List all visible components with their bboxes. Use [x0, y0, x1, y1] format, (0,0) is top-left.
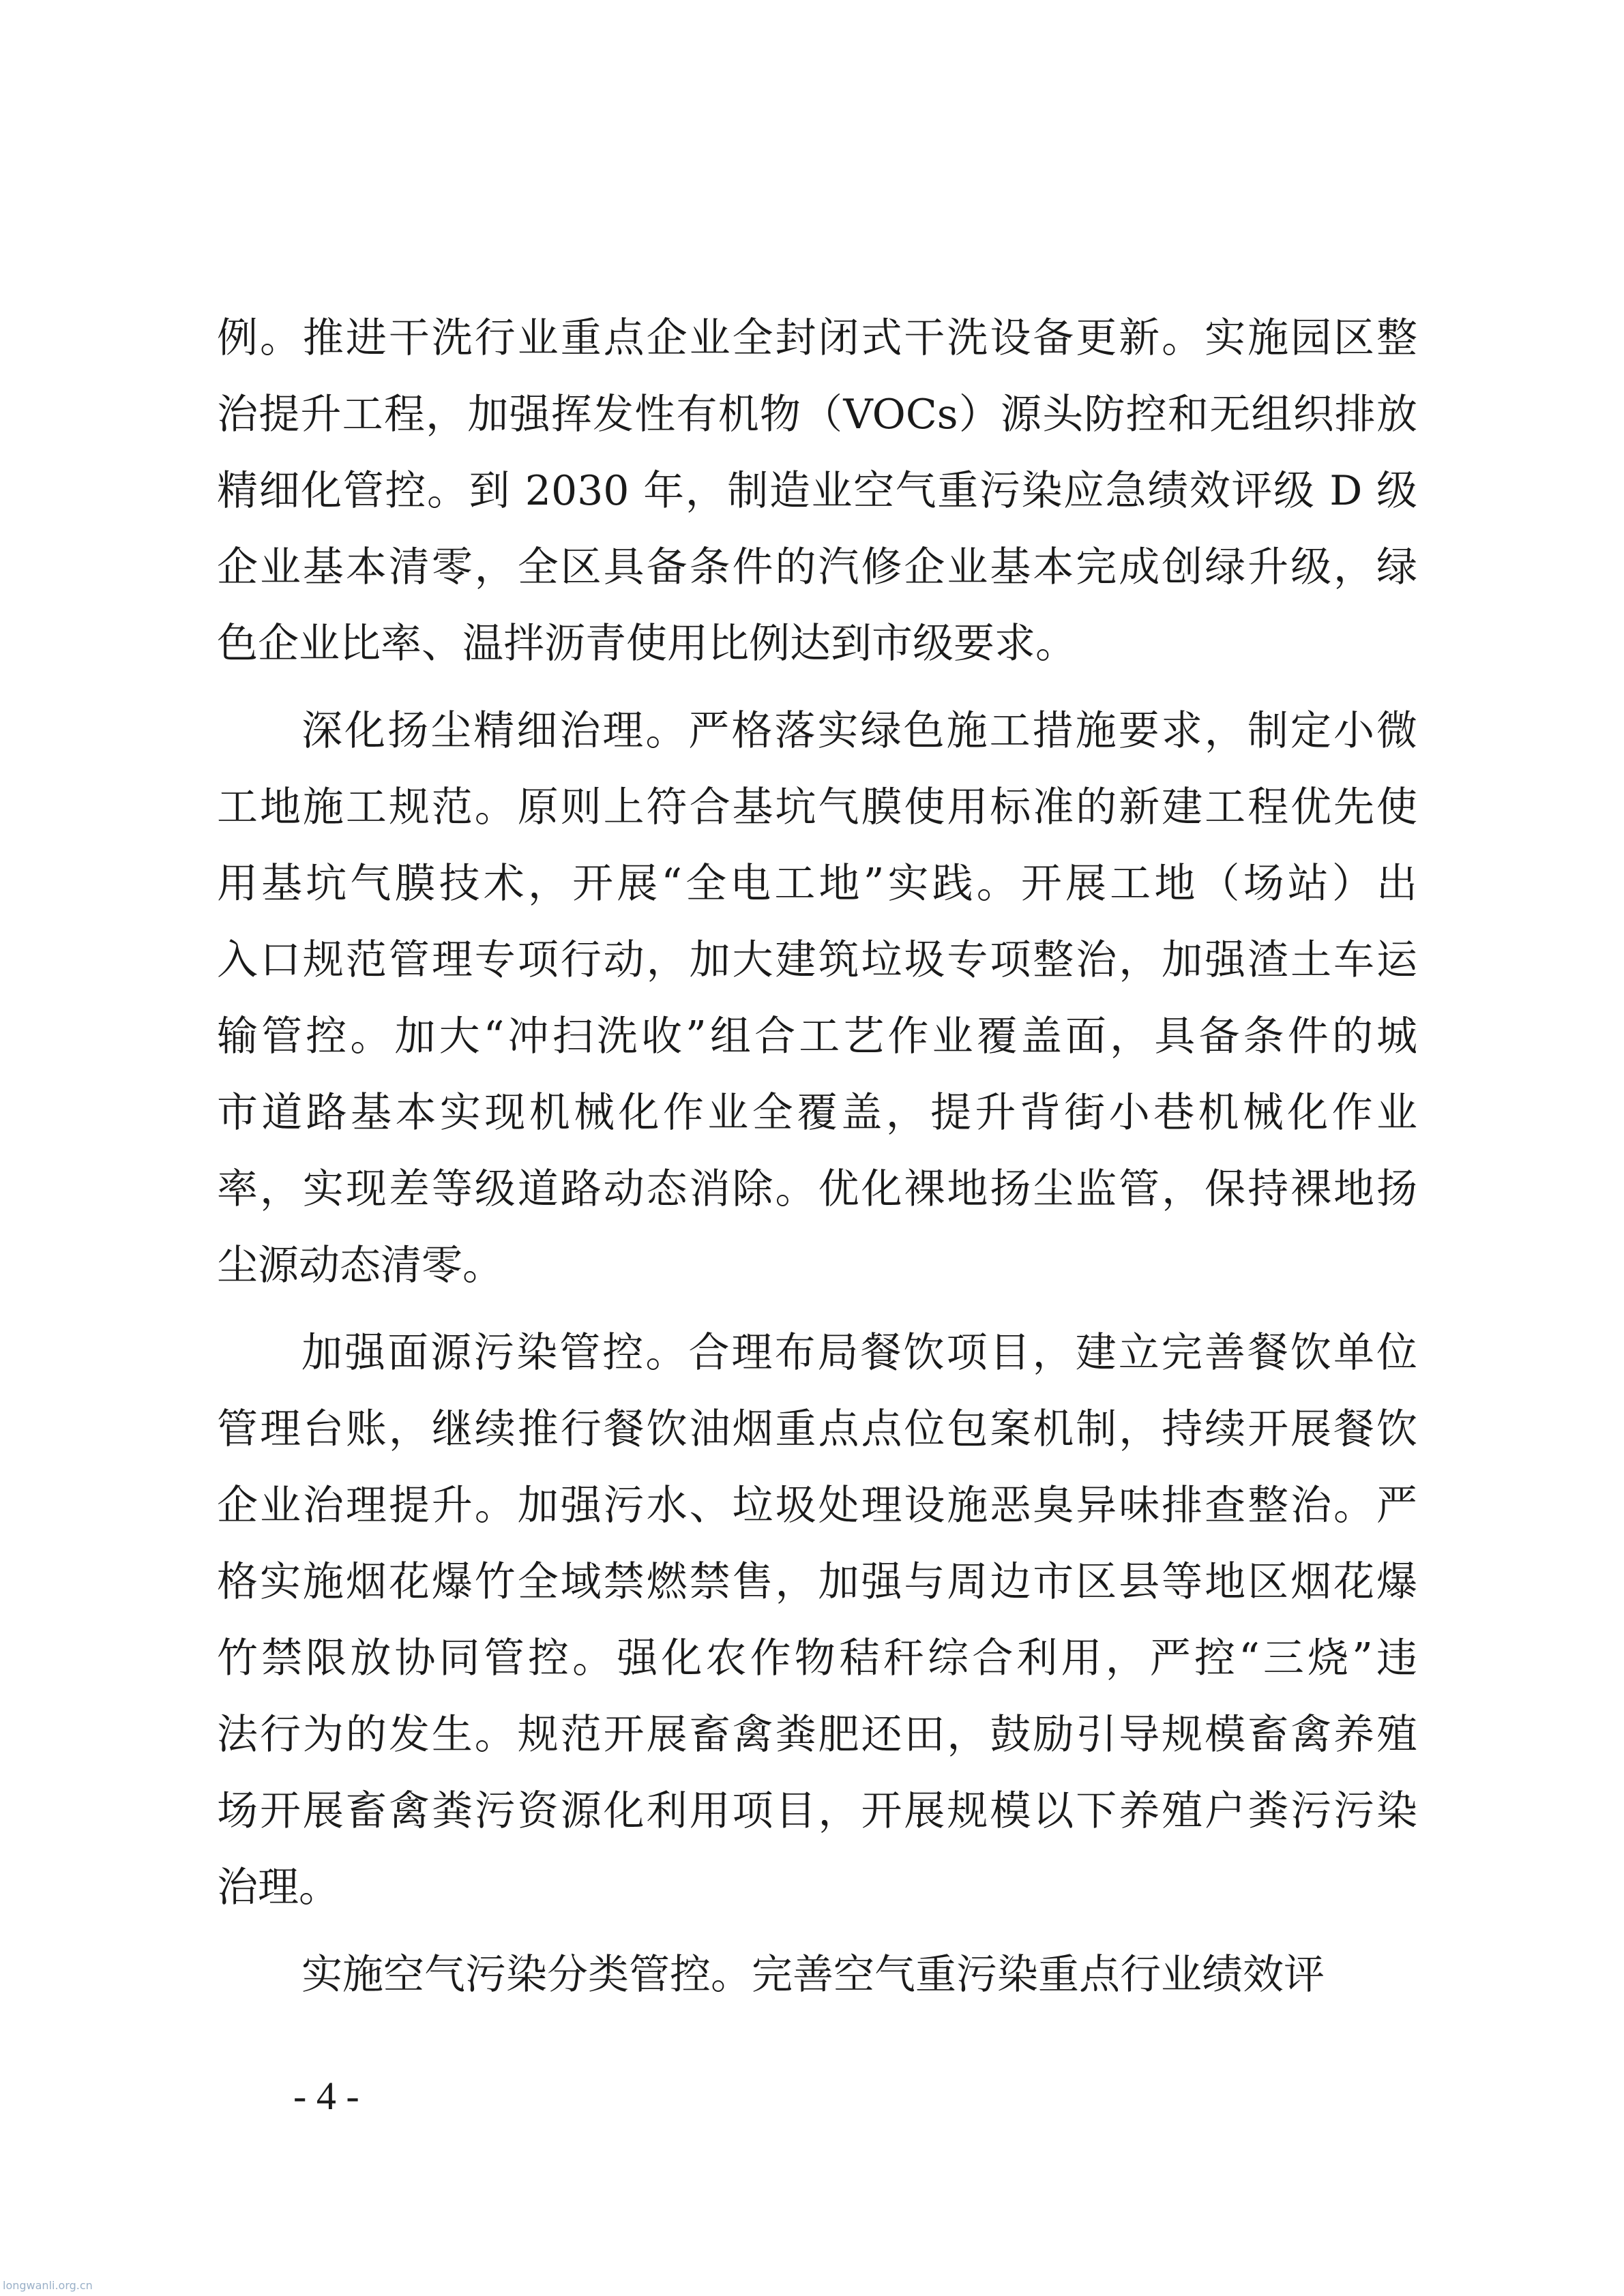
text-line: 精细化管控。到 2030 年，制造业空气重污染应急绩效评级 D 级: [217, 467, 1417, 515]
text-line: 法行为的发生。规范开展畜禽粪肥还田，鼓励引导规模畜禽养殖: [217, 1711, 1417, 1759]
text-line: 尘源动态清零。: [217, 1242, 503, 1289]
text-line: 格实施烟花爆竹全域禁燃禁售，加强与周边市区县等地区烟花爆: [217, 1558, 1417, 1606]
text-line: 入口规范管理专项行动，加大建筑垃圾专项整治，加强渣土车运: [217, 936, 1417, 984]
text-line: 竹禁限放协同管控。强化农作物秸秆综合利用，严控“三烧”违: [217, 1635, 1417, 1682]
text-line: 例。推进干洗行业重点企业全封闭式干洗设备更新。实施园区整: [217, 314, 1417, 362]
text-line: 率，实现差等级道路动态消除。优化裸地扬尘监管，保持裸地扬: [217, 1165, 1417, 1213]
text-line: 场开展畜禽粪污资源化利用项目，开展规模以下养殖户粪污污染: [217, 1787, 1417, 1835]
text-line: 市道路基本实现机械化作业全覆盖，提升背街小巷机械化作业: [217, 1089, 1417, 1137]
paragraph-2: [217, 693, 1417, 1304]
paragraph-1: [217, 300, 1417, 682]
watermark-text: longwanli.org.cn: [3, 2279, 93, 2292]
text-line: 治提升工程，加强挥发性有机物（VOCs）源头防控和无组织排放: [217, 391, 1417, 438]
document-body: [217, 300, 1417, 2013]
text-line: 工地施工规范。原则上符合基坑气膜使用标准的新建工程优先使: [217, 784, 1417, 831]
text-line: 治理。: [217, 1864, 340, 1911]
text-line: 实施空气污染分类管控。完善空气重污染重点行业绩效评: [301, 1951, 1325, 1999]
text-line: 加强面源污染管控。合理布局餐饮项目，建立完善餐饮单位: [301, 1329, 1417, 1377]
text-line: 深化扬尘精细治理。严格落实绿色施工措施要求，制定小微: [301, 707, 1417, 755]
paragraph-4: [217, 1937, 1417, 2013]
page-number: - 4 -: [293, 2074, 359, 2118]
text-line: 色企业比率、温拌沥青使用比例达到市级要求。: [217, 620, 1076, 668]
text-line: 企业治理提升。加强污水、垃圾处理设施恶臭异味排查整治。严: [217, 1482, 1417, 1530]
text-line: 用基坑气膜技术，开展“全电工地”实践。开展工地（场站）出: [217, 860, 1417, 908]
text-line: 企业基本清零，全区具备条件的汽修企业基本完成创绿升级，绿: [217, 543, 1417, 591]
text-line: 输管控。加大“冲扫洗收”组合工艺作业覆盖面，具备条件的城: [217, 1013, 1417, 1060]
text-line: 管理台账，继续推行餐饮油烟重点点位包案机制，持续开展餐饮: [217, 1405, 1417, 1453]
paragraph-3: [217, 1315, 1417, 1926]
